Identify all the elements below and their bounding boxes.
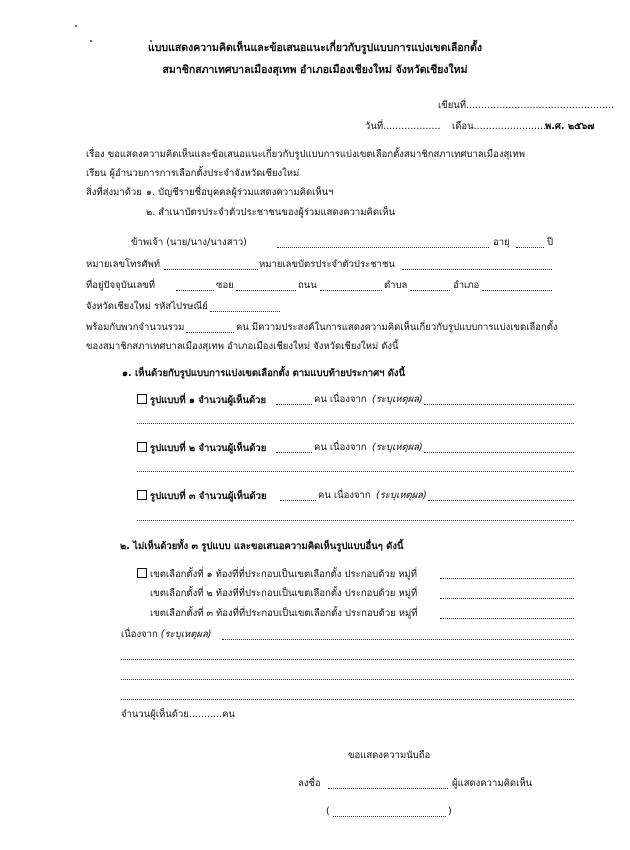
- name-input[interactable]: [277, 247, 489, 248]
- phone-label: หมายเลขโทรศัพท์: [86, 259, 161, 270]
- signer-role: ผู้แสดงความคิดเห็น: [452, 778, 533, 789]
- section-2-reason-line-4[interactable]: [121, 699, 574, 700]
- group-count-label: พร้อมกับพวกจำนวนรวม: [86, 322, 185, 333]
- option-2-reason-line[interactable]: [137, 471, 574, 472]
- subject-line: เรื่อง ขอแสดงความคิดเห็นและข้อเสนอแนะเกี่ยวกับรูปแบบการแบ่งเขตเลือกตั้งสมาชิกสภาเทศบาลเมืองสุเทพ: [86, 149, 526, 160]
- sign-label: ลงชื่อ: [298, 778, 321, 789]
- province-postal-label: จังหวัดเชียงใหม่ รหัสไปรษณีย์: [86, 301, 208, 312]
- zone-2-label: เขตเลือกตั้งที่ ๒ ท้องที่ที่ประกอบเป็นเขตเลือกตั้ง ประกอบด้วย หมู่ที่: [150, 588, 418, 599]
- reason-hint: (ระบุเหตุผล): [160, 629, 212, 640]
- zone-3-input[interactable]: [440, 618, 574, 619]
- closing-text: ขอแสดงความนับถือ: [348, 750, 431, 761]
- option-3-count-input[interactable]: [280, 500, 316, 501]
- district-label: อำเภอ: [453, 280, 480, 291]
- option-1-count-input[interactable]: [276, 404, 312, 405]
- sign-paren-open: (: [326, 806, 330, 817]
- signer-name-input[interactable]: [333, 816, 446, 817]
- district-input[interactable]: [482, 290, 552, 291]
- option-2-reason-hint: (ระบุเหตุผล): [372, 442, 423, 453]
- group-count-input[interactable]: [186, 332, 234, 333]
- attachment-item-1: ๑. บัญชีรายชื่อบุคคลผู้ร่วมแสดงความคิดเห็นฯ: [146, 187, 334, 198]
- section-1-title: ๑. เห็นด้วยกับรูปแบบการแบ่งเขตเลือกตั้ง ตามแบบท้ายประกาศฯ ดังนี้: [122, 368, 406, 379]
- section-2-reason-line-3[interactable]: [121, 679, 574, 680]
- option-1-reason-line[interactable]: [137, 423, 574, 424]
- sign-paren-close: ): [448, 806, 452, 817]
- addressee-line: เรียน ผู้อำนวยการการเลือกตั้งประจำจังหวัดเชียงใหม่: [86, 168, 300, 179]
- date-day-field[interactable]: วันที่...................: [365, 121, 441, 132]
- section-2-reason-input[interactable]: [222, 639, 574, 640]
- reason-label: เนื่องจาก: [121, 629, 158, 640]
- id-card-label: หมายเลขบัตรประจำตัวประชาชน: [259, 259, 395, 270]
- age-input[interactable]: [516, 247, 544, 248]
- option-3-label: รูปแบบที่ ๓ จำนวนผู้เห็นด้วย: [150, 491, 267, 502]
- soi-input[interactable]: [236, 290, 296, 291]
- scan-speck: [75, 25, 77, 27]
- form-title-line-2: สมาชิกสภาเทศบาลเมืองสุเทพ อำเภอเมืองเชียงใหม่ จังหวัดเชียงใหม่: [162, 64, 468, 76]
- zone-1-input[interactable]: [440, 578, 574, 579]
- option-2-row: [137, 442, 266, 455]
- subdistrict-label: ตำบล: [384, 280, 408, 291]
- option-1-label: รูปแบบที่ ๑ จำนวนผู้เห็นด้วย: [150, 395, 267, 406]
- subdistrict-input[interactable]: [410, 290, 450, 291]
- form-title-line-1: แบบแสดงความคิดเห็นและข้อเสนอแนะเกี่ยวกับรูปแบบการแบ่งเขตเลือกตั้ง: [148, 42, 482, 54]
- option-2-checkbox[interactable]: [137, 442, 147, 452]
- option-2-count-input[interactable]: [276, 452, 312, 453]
- zone-2-input[interactable]: [440, 598, 574, 599]
- zone-1-row: [137, 568, 417, 581]
- option-1-reason-input[interactable]: [424, 404, 574, 405]
- address-no-input[interactable]: [176, 290, 214, 291]
- name-label: ข้าพเจ้า (นาย/นาง/นางสาว): [131, 237, 247, 248]
- option-3-unit: คน เนื่องจาก: [318, 490, 371, 501]
- option-3-row: [137, 490, 267, 503]
- option-2-label: รูปแบบที่ ๒ จำนวนผู้เห็นด้วย: [150, 443, 267, 454]
- option-3-checkbox[interactable]: [137, 490, 147, 500]
- zone-3-label: เขตเลือกตั้งที่ ๓ ท้องที่ที่ประกอบเป็นเขตเลือกตั้ง ประกอบด้วย หมู่ที่: [150, 608, 418, 619]
- section-2-reason-line-2[interactable]: [121, 659, 574, 660]
- section-2-reason-label: [121, 629, 212, 641]
- age-unit: ปี: [547, 237, 554, 248]
- section-2-title: ๒. ไม่เห็นด้วยทั้ง ๓ รูปแบบ และขอเสนอความคิดเห็นรูปแบบอื่นๆ ดังนี้: [120, 541, 404, 552]
- soi-label: ซอย: [216, 280, 234, 291]
- option-3-reason-input[interactable]: [428, 500, 574, 501]
- option-1-checkbox[interactable]: [137, 394, 147, 404]
- group-statement-text-2: ของสมาชิกสภาเทศบาลเมืองสุเทพ อำเภอเมืองเชียงใหม่ จังหวัดเชียงใหม่ ดังนี้: [86, 341, 399, 352]
- option-1-reason-hint: (ระบุเหตุผล): [372, 394, 423, 405]
- attachments-label: สิ่งที่ส่งมาด้วย: [86, 187, 142, 198]
- age-label: อายุ: [493, 237, 510, 248]
- postal-code-input[interactable]: [210, 311, 280, 312]
- group-statement-text: คน มีความประสงค์ในการแสดงความคิดเห็นเกี่ยวกับรูปแบบการแบ่งเขตเลือกตั้ง: [236, 322, 558, 333]
- written-at-field[interactable]: เขียนที่.................................................: [438, 100, 615, 111]
- zone-1-label: เขตเลือกตั้งที่ ๑ ท้องที่ที่ประกอบเป็นเขตเลือกตั้ง ประกอบด้วย หมู่ที่: [150, 569, 418, 580]
- option-3-reason-line[interactable]: [137, 520, 574, 521]
- option-3-reason-hint: (ระบุเหตุผล): [376, 490, 427, 501]
- zone-1-checkbox[interactable]: [137, 568, 147, 578]
- attachment-item-2: ๒. สำเนาบัตรประจำตัวประชาชนของผู้ร่วมแสดงความคิดเห็น: [146, 207, 396, 218]
- option-2-reason-input[interactable]: [424, 452, 574, 453]
- agree-count-field[interactable]: จำนวนผู้เห็นด้วย...........คน: [121, 709, 235, 720]
- id-card-input[interactable]: [402, 269, 552, 270]
- signature-input[interactable]: [328, 788, 448, 789]
- option-1-unit: คน เนื่องจาก: [314, 394, 367, 405]
- address-no-label: ที่อยู่ปัจจุบันเลขที่: [86, 280, 156, 291]
- date-year: พ.ศ. ๒๕๖๗: [545, 121, 595, 132]
- road-label: ถนน: [298, 280, 317, 291]
- date-month-field[interactable]: เดือน............................: [452, 121, 559, 132]
- option-2-unit: คน เนื่องจาก: [314, 442, 367, 453]
- option-1-row: [137, 394, 266, 407]
- road-input[interactable]: [320, 290, 382, 291]
- phone-input[interactable]: [164, 269, 258, 270]
